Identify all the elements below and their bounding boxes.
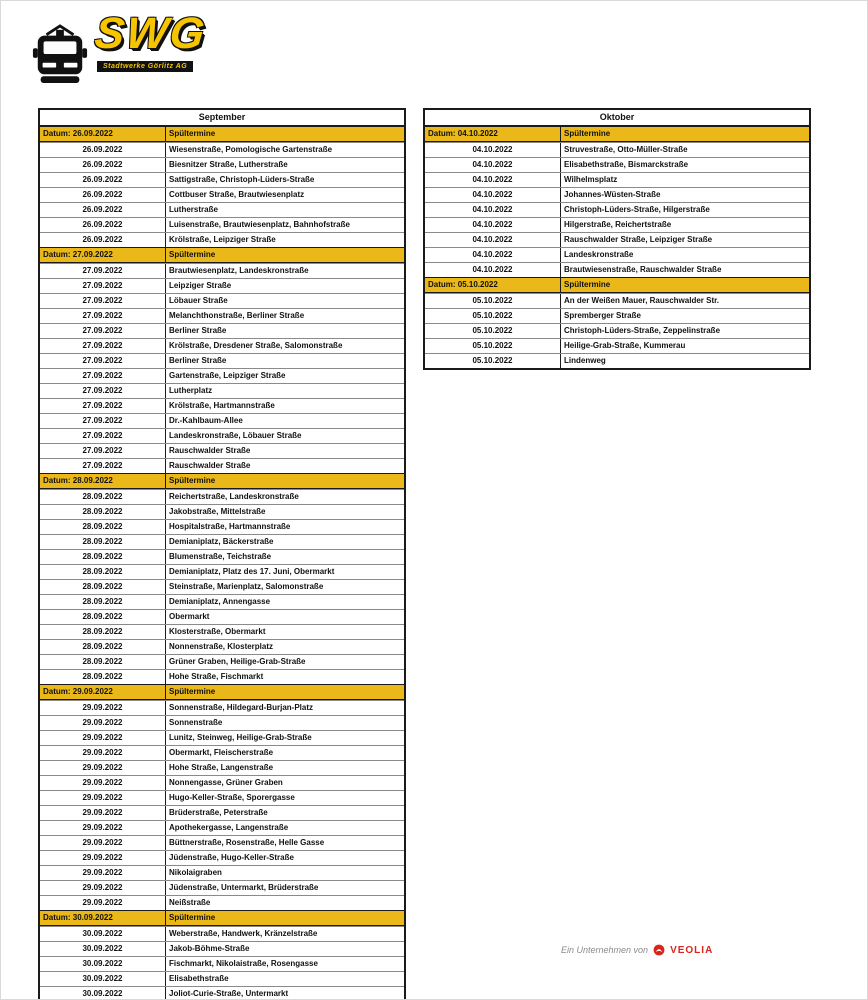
oktober-table bbox=[423, 108, 811, 370]
schedule-row bbox=[40, 700, 404, 715]
streets-cell: Joliot-Curie-Straße, Untermarkt bbox=[169, 989, 289, 998]
schedule-row bbox=[40, 760, 404, 775]
schedule-row bbox=[425, 293, 809, 308]
schedule-row bbox=[40, 398, 404, 413]
date-cell: 04.10.2022 bbox=[425, 143, 561, 157]
streets-cell: Demianiplatz, Bäckerstraße bbox=[169, 537, 274, 546]
spueltermine-label: Spültermine bbox=[169, 913, 216, 922]
schedule-row bbox=[40, 609, 404, 624]
schedule-row bbox=[40, 323, 404, 338]
date-cell: 28.09.2022 bbox=[40, 610, 166, 624]
streets-cell: Berliner Straße bbox=[169, 326, 227, 335]
date-cell: 28.09.2022 bbox=[40, 520, 166, 534]
spueltermine-label: Spültermine bbox=[564, 280, 611, 289]
schedule-row bbox=[40, 865, 404, 880]
date-cell: 28.09.2022 bbox=[40, 505, 166, 519]
streets-cell: Klosterstraße, Obermarkt bbox=[169, 627, 266, 636]
streets-cell: Lutherstraße bbox=[169, 205, 218, 214]
schedule-row bbox=[40, 489, 404, 504]
date-header-cell: Datum: 29.09.2022 bbox=[40, 685, 166, 699]
schedule-row bbox=[40, 504, 404, 519]
date-cell: 29.09.2022 bbox=[40, 761, 166, 775]
schedule-row bbox=[40, 534, 404, 549]
streets-cell: Jüdenstraße, Untermarkt, Brüderstraße bbox=[169, 883, 319, 892]
schedule-row bbox=[40, 413, 404, 428]
spueltermine-label: Spültermine bbox=[169, 250, 216, 259]
schedule-row bbox=[40, 926, 404, 941]
date-cell: 27.09.2022 bbox=[40, 399, 166, 413]
streets-cell: Demianiplatz, Platz des 17. Juni, Obermarkt bbox=[169, 567, 335, 576]
date-cell: 27.09.2022 bbox=[40, 369, 166, 383]
date-cell: 04.10.2022 bbox=[425, 248, 561, 262]
date-cell: 27.09.2022 bbox=[40, 324, 166, 338]
date-cell: 26.09.2022 bbox=[40, 218, 166, 232]
schedule-row bbox=[40, 654, 404, 669]
veolia-icon bbox=[653, 944, 665, 956]
streets-cell: Wiesenstraße, Pomologische Gartenstraße bbox=[169, 145, 333, 154]
streets-cell: Sonnenstraße bbox=[169, 718, 223, 727]
schedule-row bbox=[40, 820, 404, 835]
schedule-row bbox=[425, 202, 809, 217]
streets-cell: Hospitalstraße, Hartmannstraße bbox=[169, 522, 291, 531]
streets-cell: Lindenweg bbox=[564, 356, 606, 365]
schedule-row bbox=[425, 262, 809, 277]
streets-cell: Nonnenstraße, Klosterplatz bbox=[169, 642, 274, 651]
date-cell: 29.09.2022 bbox=[40, 881, 166, 895]
streets-cell: Melanchthonstraße, Berliner Straße bbox=[169, 311, 305, 320]
streets-cell: Lutherplatz bbox=[169, 386, 213, 395]
date-cell: 30.09.2022 bbox=[40, 987, 166, 1000]
streets-cell: Obermarkt bbox=[169, 612, 210, 621]
date-cell: 04.10.2022 bbox=[425, 203, 561, 217]
schedule-row bbox=[40, 549, 404, 564]
date-cell: 04.10.2022 bbox=[425, 158, 561, 172]
date-cell: 29.09.2022 bbox=[40, 716, 166, 730]
schedule-row bbox=[40, 669, 404, 684]
september-table bbox=[38, 108, 406, 1000]
swg-brand-text: SWG bbox=[92, 9, 209, 58]
date-cell: 27.09.2022 bbox=[40, 384, 166, 398]
date-cell: 29.09.2022 bbox=[40, 791, 166, 805]
streets-cell: Lunitz, Steinweg, Heilige-Grab-Straße bbox=[169, 733, 312, 742]
date-cell: 28.09.2022 bbox=[40, 640, 166, 654]
footer-tagline: Ein Unternehmen von bbox=[561, 945, 649, 955]
schedule-row bbox=[40, 790, 404, 805]
date-cell: 27.09.2022 bbox=[40, 339, 166, 353]
schedule-row bbox=[425, 187, 809, 202]
veolia-brand-text: VEOLIA bbox=[670, 944, 714, 956]
streets-cell: Luisenstraße, Brautwiesenplatz, Bahnhofstraße bbox=[169, 220, 350, 229]
date-cell: 27.09.2022 bbox=[40, 414, 166, 428]
date-cell: 29.09.2022 bbox=[40, 731, 166, 745]
streets-cell: Reichertstraße, Landeskronstraße bbox=[169, 492, 299, 501]
schedule-row bbox=[40, 232, 404, 247]
streets-cell: Brüderstraße, Peterstraße bbox=[169, 808, 268, 817]
date-cell: 26.09.2022 bbox=[40, 203, 166, 217]
schedule-row bbox=[40, 217, 404, 232]
streets-cell: Struvestraße, Otto-Müller-Straße bbox=[564, 145, 688, 154]
date-cell: 30.09.2022 bbox=[40, 957, 166, 971]
streets-cell: Gartenstraße, Leipziger Straße bbox=[169, 371, 286, 380]
date-header-row bbox=[40, 247, 404, 263]
date-cell: 05.10.2022 bbox=[425, 309, 561, 323]
streets-cell: Christoph-Lüders-Straße, Hilgerstraße bbox=[564, 205, 710, 214]
streets-cell: Dr.-Kahlbaum-Allee bbox=[169, 416, 243, 425]
swg-logo bbox=[31, 9, 251, 98]
streets-cell: Krölstraße, Dresdener Straße, Salomonstraße bbox=[169, 341, 343, 350]
date-cell: 27.09.2022 bbox=[40, 279, 166, 293]
streets-cell: Landeskronstraße, Löbauer Straße bbox=[169, 431, 302, 440]
streets-cell: Nikolaigraben bbox=[169, 868, 222, 877]
date-cell: 04.10.2022 bbox=[425, 188, 561, 202]
date-header-cell: Datum: 05.10.2022 bbox=[425, 278, 561, 292]
spueltermine-label: Spültermine bbox=[169, 129, 216, 138]
date-cell: 28.09.2022 bbox=[40, 595, 166, 609]
schedule-row bbox=[425, 308, 809, 323]
date-cell: 29.09.2022 bbox=[40, 806, 166, 820]
streets-cell: Blumenstraße, Teichstraße bbox=[169, 552, 272, 561]
schedule-row bbox=[40, 383, 404, 398]
date-cell: 27.09.2022 bbox=[40, 459, 166, 473]
schedule-row bbox=[40, 338, 404, 353]
table-title-september: September bbox=[40, 110, 404, 126]
streets-cell: Krölstraße, Hartmannstraße bbox=[169, 401, 275, 410]
date-cell: 27.09.2022 bbox=[40, 294, 166, 308]
schedule-row bbox=[425, 338, 809, 353]
schedule-row bbox=[40, 805, 404, 820]
schedule-row bbox=[425, 323, 809, 338]
date-cell: 05.10.2022 bbox=[425, 324, 561, 338]
streets-cell: Spremberger Straße bbox=[564, 311, 641, 320]
schedule-row bbox=[425, 232, 809, 247]
schedule-row bbox=[40, 956, 404, 971]
date-cell: 29.09.2022 bbox=[40, 836, 166, 850]
date-cell: 04.10.2022 bbox=[425, 218, 561, 232]
streets-cell: An der Weißen Mauer, Rauschwalder Str. bbox=[564, 296, 720, 305]
date-header-row bbox=[425, 277, 809, 293]
streets-cell: Krölstraße, Leipziger Straße bbox=[169, 235, 276, 244]
schedule-row bbox=[40, 368, 404, 383]
date-header-cell: Datum: 04.10.2022 bbox=[425, 127, 561, 141]
schedule-row bbox=[40, 519, 404, 534]
date-cell: 27.09.2022 bbox=[40, 309, 166, 323]
date-cell: 27.09.2022 bbox=[40, 429, 166, 443]
date-cell: 28.09.2022 bbox=[40, 580, 166, 594]
schedule-row bbox=[40, 895, 404, 910]
date-cell: 29.09.2022 bbox=[40, 896, 166, 910]
date-cell: 04.10.2022 bbox=[425, 233, 561, 247]
streets-cell: Fischmarkt, Nikolaistraße, Rosengasse bbox=[169, 959, 318, 968]
streets-cell: Johannes-Wüsten-Straße bbox=[564, 190, 661, 199]
streets-cell: Rauschwalder Straße bbox=[169, 461, 251, 470]
date-cell: 26.09.2022 bbox=[40, 233, 166, 247]
spueltermine-label: Spültermine bbox=[169, 476, 216, 485]
date-cell: 27.09.2022 bbox=[40, 354, 166, 368]
schedule-row bbox=[40, 142, 404, 157]
date-cell: 26.09.2022 bbox=[40, 188, 166, 202]
date-header-row bbox=[40, 473, 404, 489]
date-cell: 04.10.2022 bbox=[425, 173, 561, 187]
streets-cell: Büttnerstraße, Rosenstraße, Helle Gasse bbox=[169, 838, 325, 847]
streets-cell: Hugo-Keller-Straße, Sporergasse bbox=[169, 793, 295, 802]
streets-cell: Christoph-Lüders-Straße, Zeppelinstraße bbox=[564, 326, 721, 335]
schedule-row bbox=[40, 941, 404, 956]
table-title-oktober: Oktober bbox=[425, 110, 809, 126]
streets-cell: Obermarkt, Fleischerstraße bbox=[169, 748, 274, 757]
streets-cell: Elisabethstraße, Bismarckstraße bbox=[564, 160, 689, 169]
streets-cell: Jüdenstraße, Hugo-Keller-Straße bbox=[169, 853, 294, 862]
streets-cell: Sattigstraße, Christoph-Lüders-Straße bbox=[169, 175, 315, 184]
schedule-row bbox=[40, 293, 404, 308]
streets-cell: Leipziger Straße bbox=[169, 281, 232, 290]
streets-cell: Jakobstraße, Mittelstraße bbox=[169, 507, 266, 516]
date-header-row bbox=[425, 126, 809, 142]
schedule-row bbox=[40, 624, 404, 639]
schedule-row bbox=[40, 715, 404, 730]
streets-cell: Sonnenstraße, Hildegard-Burjan-Platz bbox=[169, 703, 314, 712]
date-cell: 26.09.2022 bbox=[40, 158, 166, 172]
schedule-row bbox=[40, 971, 404, 986]
date-cell: 29.09.2022 bbox=[40, 776, 166, 790]
date-cell: 28.09.2022 bbox=[40, 490, 166, 504]
schedule-row bbox=[40, 187, 404, 202]
date-header-row bbox=[40, 910, 404, 926]
date-cell: 28.09.2022 bbox=[40, 565, 166, 579]
schedule-row bbox=[40, 172, 404, 187]
date-cell: 05.10.2022 bbox=[425, 339, 561, 353]
schedule-row bbox=[40, 278, 404, 293]
date-cell: 29.09.2022 bbox=[40, 701, 166, 715]
streets-cell: Demianiplatz, Annengasse bbox=[169, 597, 271, 606]
date-cell: 30.09.2022 bbox=[40, 942, 166, 956]
streets-cell: Jakob-Böhme-Straße bbox=[169, 944, 250, 953]
schedule-row bbox=[40, 458, 404, 473]
streets-cell: Hohe Straße, Fischmarkt bbox=[169, 672, 264, 681]
date-cell: 05.10.2022 bbox=[425, 294, 561, 308]
date-cell: 27.09.2022 bbox=[40, 444, 166, 458]
streets-cell: Cottbuser Straße, Brautwiesenplatz bbox=[169, 190, 305, 199]
schedule-row bbox=[40, 639, 404, 654]
tram-icon bbox=[31, 23, 89, 85]
date-header-cell: Datum: 26.09.2022 bbox=[40, 127, 166, 141]
schedule-row bbox=[40, 986, 404, 1000]
streets-cell: Rauschwalder Straße bbox=[169, 446, 251, 455]
streets-cell: Löbauer Straße bbox=[169, 296, 228, 305]
spueltermine-label: Spültermine bbox=[564, 129, 611, 138]
schedule-row bbox=[40, 775, 404, 790]
streets-cell: Nonnengasse, Grüner Graben bbox=[169, 778, 283, 787]
schedule-row bbox=[40, 880, 404, 895]
streets-cell: Brautwiesenplatz, Landeskronstraße bbox=[169, 266, 309, 275]
date-cell: 29.09.2022 bbox=[40, 866, 166, 880]
schedule-row bbox=[425, 217, 809, 232]
date-header-cell: Datum: 27.09.2022 bbox=[40, 248, 166, 262]
schedule-row bbox=[425, 247, 809, 262]
streets-cell: Berliner Straße bbox=[169, 356, 227, 365]
schedule-row bbox=[425, 353, 809, 368]
schedule-row bbox=[40, 745, 404, 760]
date-cell: 28.09.2022 bbox=[40, 655, 166, 669]
date-cell: 29.09.2022 bbox=[40, 821, 166, 835]
schedule-row bbox=[40, 594, 404, 609]
date-header-cell: Datum: 30.09.2022 bbox=[40, 911, 166, 925]
date-cell: 29.09.2022 bbox=[40, 851, 166, 865]
swg-subtitle-text: Stadtwerke Görlitz AG bbox=[97, 61, 193, 72]
schedule-row bbox=[40, 579, 404, 594]
schedule-row bbox=[425, 172, 809, 187]
schedule-row bbox=[40, 850, 404, 865]
date-cell: 05.10.2022 bbox=[425, 354, 561, 368]
schedule-row bbox=[40, 308, 404, 323]
date-cell: 28.09.2022 bbox=[40, 625, 166, 639]
streets-cell: Weberstraße, Handwerk, Kränzelstraße bbox=[169, 929, 318, 938]
streets-cell: Brautwiesenstraße, Rauschwalder Straße bbox=[564, 265, 722, 274]
schedule-row bbox=[40, 443, 404, 458]
date-cell: 29.09.2022 bbox=[40, 746, 166, 760]
schedule-row bbox=[40, 835, 404, 850]
veolia-footer bbox=[561, 944, 713, 956]
streets-cell: Steinstraße, Marienplatz, Salomonstraße bbox=[169, 582, 324, 591]
date-cell: 30.09.2022 bbox=[40, 972, 166, 986]
date-cell: 28.09.2022 bbox=[40, 550, 166, 564]
date-cell: 28.09.2022 bbox=[40, 535, 166, 549]
streets-cell: Wilhelmsplatz bbox=[564, 175, 618, 184]
schedule-row bbox=[425, 142, 809, 157]
streets-cell: Apothekergasse, Langenstraße bbox=[169, 823, 289, 832]
schedule-row bbox=[40, 428, 404, 443]
streets-cell: Biesnitzer Straße, Lutherstraße bbox=[169, 160, 288, 169]
date-cell: 28.09.2022 bbox=[40, 670, 166, 684]
streets-cell: Hilgerstraße, Reichertstraße bbox=[564, 220, 672, 229]
streets-cell: Heilige-Grab-Straße, Kummerau bbox=[564, 341, 686, 350]
date-header-row bbox=[40, 126, 404, 142]
streets-cell: Hohe Straße, Langenstraße bbox=[169, 763, 274, 772]
schedule-row bbox=[40, 157, 404, 172]
date-header-cell: Datum: 28.09.2022 bbox=[40, 474, 166, 488]
streets-cell: Landeskronstraße bbox=[564, 250, 634, 259]
date-header-row bbox=[40, 684, 404, 700]
date-cell: 26.09.2022 bbox=[40, 143, 166, 157]
schedule-row bbox=[40, 730, 404, 745]
date-cell: 26.09.2022 bbox=[40, 173, 166, 187]
spueltermine-label: Spültermine bbox=[169, 687, 216, 696]
streets-cell: Grüner Graben, Heilige-Grab-Straße bbox=[169, 657, 306, 666]
schedule-row bbox=[40, 564, 404, 579]
streets-cell: Neißstraße bbox=[169, 898, 211, 907]
date-cell: 30.09.2022 bbox=[40, 927, 166, 941]
streets-cell: Elisabethstraße bbox=[169, 974, 229, 983]
schedule-row bbox=[40, 353, 404, 368]
schedule-row bbox=[40, 263, 404, 278]
schedule-row bbox=[425, 157, 809, 172]
date-cell: 04.10.2022 bbox=[425, 263, 561, 277]
streets-cell: Rauschwalder Straße, Leipziger Straße bbox=[564, 235, 713, 244]
date-cell: 27.09.2022 bbox=[40, 264, 166, 278]
schedule-row bbox=[40, 202, 404, 217]
